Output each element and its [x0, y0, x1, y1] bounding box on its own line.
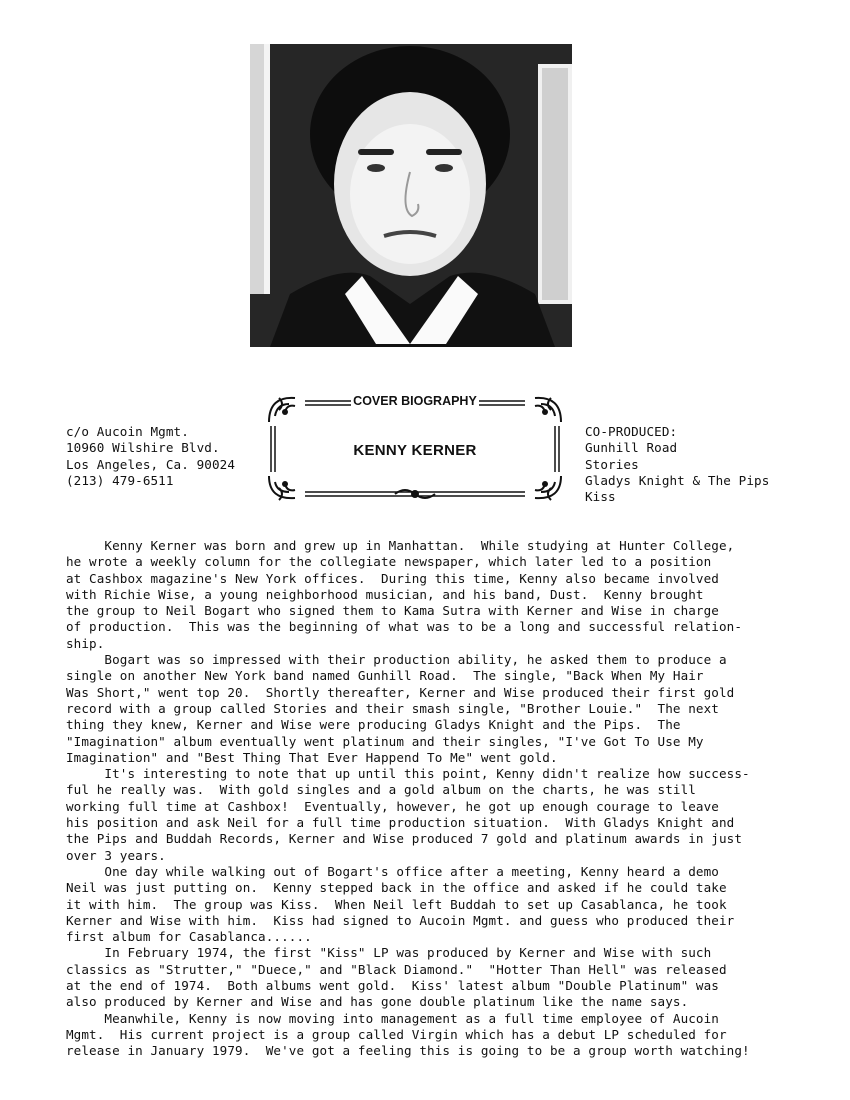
- bio-line: single on another New York band named Gunhill Road. The single, "Back When My Hair: [66, 668, 704, 684]
- address-line: Los Angeles, Ca. 90024: [66, 456, 236, 472]
- coproduced-heading: CO-PRODUCED:: [585, 424, 678, 439]
- cover-heading: COVER BIOGRAPHY: [353, 394, 477, 408]
- bio-line: also produced by Kerner and Wise and has gone double platinum like the name says.: [66, 994, 689, 1010]
- bio-line: the Pips and Buddah Records, Kerner and Wise produced 7 gold and platinum awards in just: [66, 831, 743, 847]
- bio-line: One day while walking out of Bogart's office after a meeting, Kenny heard a demo: [66, 863, 719, 879]
- address-line: c/o Aucoin Mgmt.: [66, 424, 189, 439]
- bio-line: thing they knew, Kerner and Wise were producing Gladys Knight and the Pips. The: [66, 717, 681, 733]
- bio-line: the group to Neil Bogart who signed them to Kama Sutra with Kerner and Wise in charge: [66, 603, 719, 619]
- address-line: 10960 Wilshire Blvd.: [66, 440, 220, 456]
- bio-line: Kerner and Wise with him. Kiss had signed to Aucoin Mgmt. and guess who produced their: [66, 912, 735, 928]
- bio-line: Was Short," went top 20. Shortly thereafter, Kerner and Wise produced their first gold: [66, 684, 735, 700]
- bio-line: over 3 years.: [66, 847, 166, 863]
- bio-line: ship.: [66, 635, 105, 651]
- bio-line: ful he really was. With gold singles and a gold album on the charts, he was still: [66, 782, 696, 798]
- bio-line: Imagination" and "Best Thing That Ever Happend To Me" went gold.: [66, 749, 558, 765]
- bio-line: with Richie Wise, a young neighborhood musician, and his band, Dust. Kenny brought: [66, 586, 704, 602]
- coproduced-item: Kiss: [585, 489, 616, 505]
- bio-line: he wrote a weekly column for the collegiate newspaper, which later led to a position: [66, 554, 712, 570]
- coproduced-item: Gladys Knight & The Pips: [585, 472, 770, 488]
- portrait-photo: [250, 44, 572, 347]
- bio-line: Bogart was so impressed with their production ability, he asked them to produce a: [66, 652, 727, 668]
- bio-line: Kenny Kerner was born and grew up in Manhattan. While studying at Hunter College,: [66, 538, 735, 553]
- bio-line: Neil was just putting on. Kenny stepped back in the office and asked if he could take: [66, 880, 727, 896]
- bio-line: It's interesting to note that up until this point, Kenny didn't realize how success-: [66, 766, 750, 782]
- bio-line: "Imagination" album eventually went platinum and their singles, "I've Got To Use My: [66, 733, 704, 749]
- bio-line: at Cashbox magazine's New York offices. During this time, Kenny also became involved: [66, 570, 719, 586]
- coproduced-item: Gunhill Road: [585, 440, 678, 456]
- biography-text: [66, 538, 786, 1060]
- coproduced-block: [585, 424, 769, 505]
- bio-line: Mgmt. His current project is a group called Virgin which has a debut LP scheduled for: [66, 1026, 727, 1042]
- coproduced-item: Stories: [585, 456, 639, 472]
- bio-line: release in January 1979. We've got a feeling this is going to be a group worth watching!: [66, 1043, 750, 1059]
- bio-line: his position and ask Neil for a full time production situation. With Gladys Knight and: [66, 815, 735, 831]
- bio-line: at the end of 1974. Both albums went gold. Kiss' latest album "Double Platinum" was: [66, 978, 719, 994]
- address-line: (213) 479-6511: [66, 472, 174, 488]
- subject-name: KENNY KERNER: [353, 442, 477, 459]
- address-block: [66, 424, 235, 489]
- bio-line: working full time at Cashbox! Eventually, however, he got up enough courage to leave: [66, 798, 719, 814]
- bio-line: In February 1974, the first "Kiss" LP was produced by Kerner and Wise with such: [66, 945, 712, 961]
- bio-line: of production. This was the beginning of what was to be a long and successful relation-: [66, 619, 743, 635]
- bio-line: Meanwhile, Kenny is now moving into management as a full time employee of Aucoin: [66, 1010, 719, 1026]
- bio-line: classics as "Strutter," "Duece," and "Black Diamond." "Hotter Than Hell" was released: [66, 961, 727, 977]
- cover-biography-box: [265, 392, 565, 504]
- bio-line: first album for Casablanca......: [66, 929, 312, 945]
- bio-line: record with a group called Stories and their smash single, "Brother Louie." The next: [66, 700, 719, 716]
- bio-line: it with him. The group was Kiss. When Neil left Buddah to set up Casablanca, he took: [66, 896, 727, 912]
